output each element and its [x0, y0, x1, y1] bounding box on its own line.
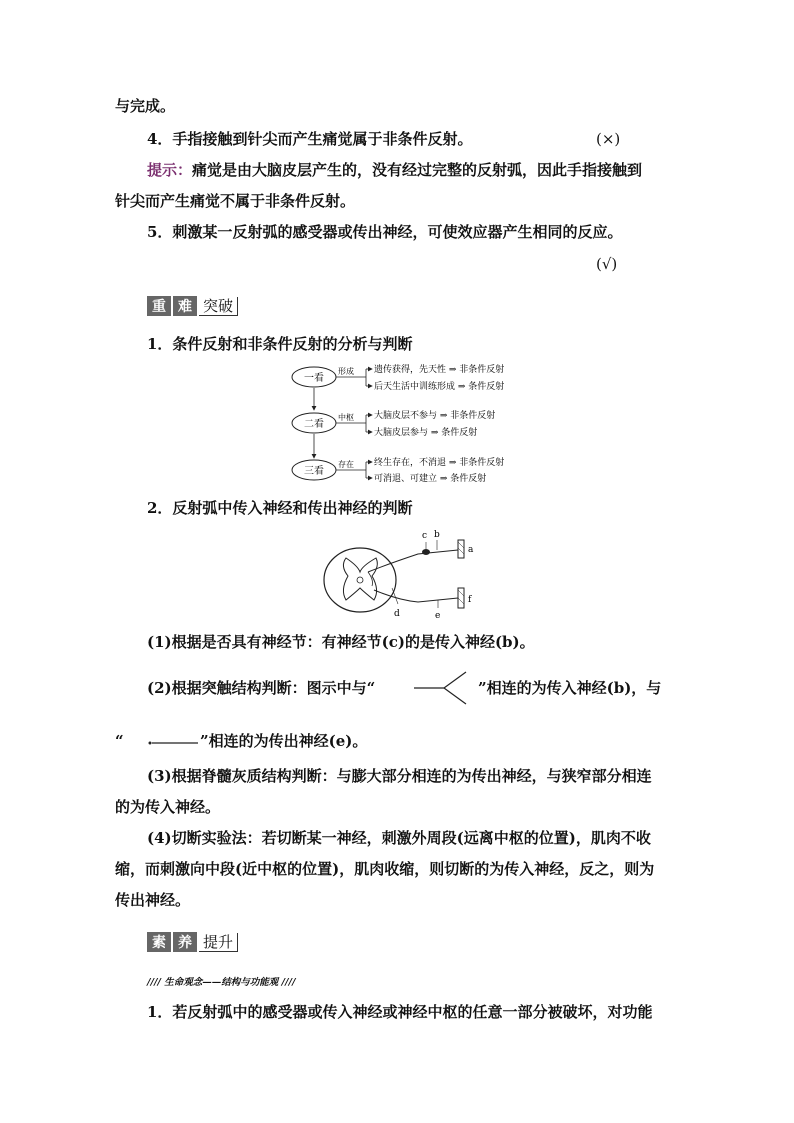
- para-4-line-1: (4)切断实验法：若切断某一神经，刺激外周段(远离中枢的位置)，肌肉不收: [147, 829, 651, 847]
- section2-title-rest: 提升: [199, 933, 238, 952]
- para-2-start: (2)根据突触结构判断：图示中与“: [147, 679, 376, 697]
- step-2-text: 二看: [304, 419, 324, 430]
- step-3-a: 终生存在，不消退 ⇒ 非条件反射: [374, 458, 505, 468]
- statement-5-mark: (√): [596, 255, 618, 273]
- item-1-title: 1．条件反射和非条件反射的分析与判断: [147, 335, 413, 353]
- label-b: b: [434, 530, 440, 540]
- hint-label: 提示：: [147, 161, 193, 179]
- item-2-title: 2．反射弧中传入神经和传出神经的判断: [147, 499, 413, 517]
- label-e: e: [435, 611, 441, 621]
- afferent-nerve: [368, 550, 458, 572]
- step-1-label: 形成: [338, 367, 354, 376]
- synapse-fork-symbol: [410, 668, 472, 708]
- para-3-line-1: (3)根据脊髓灰质结构判断：与膨大部分相连的为传出神经，与狭窄部分相连: [147, 767, 652, 785]
- section-char-1: 重: [147, 296, 171, 316]
- para-4-line-3: 传出神经。: [115, 891, 191, 909]
- spinal-cord-reflex-diagram: [318, 528, 488, 623]
- step-1-b: 后天生活中训练形成 ⇒ 条件反射: [374, 382, 505, 392]
- hint-text: 痛觉是由大脑皮层产生的，没有经过完整的反射弧，因此手指接触到: [192, 161, 643, 179]
- step-3-text: 三看: [304, 466, 324, 477]
- continued-line: 与完成。: [115, 97, 176, 115]
- section2-char-1: 素: [147, 932, 171, 952]
- label-a: a: [468, 545, 474, 555]
- subtitle-text: 生命观念——结构与功能观: [164, 977, 279, 988]
- statement-5: 5．刺激某一反射弧的感受器或传出神经，可使效应器产生相同的反应。: [147, 223, 623, 241]
- spinal-cord-outline: [324, 548, 396, 612]
- section-title-rest: 突破: [199, 297, 238, 316]
- label-d: d: [394, 609, 400, 619]
- para-2-mid: ”相连的为传入神经(b)，与: [478, 679, 662, 697]
- last-line: 1．若反射弧中的感受器或传入神经或神经中枢的任意一部分被破坏，对功能: [147, 1003, 653, 1021]
- slash-decor-left: ////: [147, 977, 161, 988]
- section-header-literacy: [147, 930, 238, 952]
- para-1: (1)根据是否具有神经节：有神经节(c)的是传入神经(b)。: [147, 633, 535, 651]
- para-3-line-2: 的为传入神经。: [115, 798, 221, 816]
- slash-decor-right: ////: [281, 977, 296, 988]
- step-2-label: 中枢: [338, 413, 354, 422]
- step-2-b: 大脑皮层参与 ⇒ 条件反射: [374, 428, 478, 438]
- hint-line-1: [147, 160, 642, 180]
- para-2-quote-open: “: [115, 732, 124, 750]
- section2-char-2: 养: [173, 932, 197, 952]
- step-1-a: 遗传获得，先天性 ⇒ 非条件反射: [374, 365, 505, 375]
- efferent-nerve: [374, 590, 458, 602]
- statement-4-mark: (×): [596, 130, 621, 148]
- step-3-b: 可消退、可建立 ⇒ 条件反射: [374, 474, 487, 484]
- hint-line-2: 针尖而产生痛觉不属于非条件反射。: [115, 192, 356, 210]
- reflex-judgement-flowchart: [288, 360, 548, 490]
- section-header-key-points: [147, 294, 238, 316]
- subtitle: [147, 974, 295, 988]
- step-1-text: 一看: [304, 373, 324, 384]
- section-char-2: 难: [173, 296, 197, 316]
- step-2-a: 大脑皮层不参与 ⇒ 非条件反射: [374, 411, 496, 421]
- para-2-end: ”相连的为传出神经(e)。: [200, 732, 368, 750]
- label-f: f: [468, 595, 472, 605]
- para-4-line-2: 缩，而刺激向中段(近中枢的位置)，肌肉收缩，则切断的为传入神经，反之，则为: [115, 860, 655, 878]
- synapse-dot-symbol: [140, 733, 200, 749]
- step-3-label: 存在: [338, 460, 354, 469]
- statement-4: 4．手指接触到针尖而产生痛觉属于非条件反射。: [147, 130, 473, 148]
- label-c: c: [422, 531, 428, 541]
